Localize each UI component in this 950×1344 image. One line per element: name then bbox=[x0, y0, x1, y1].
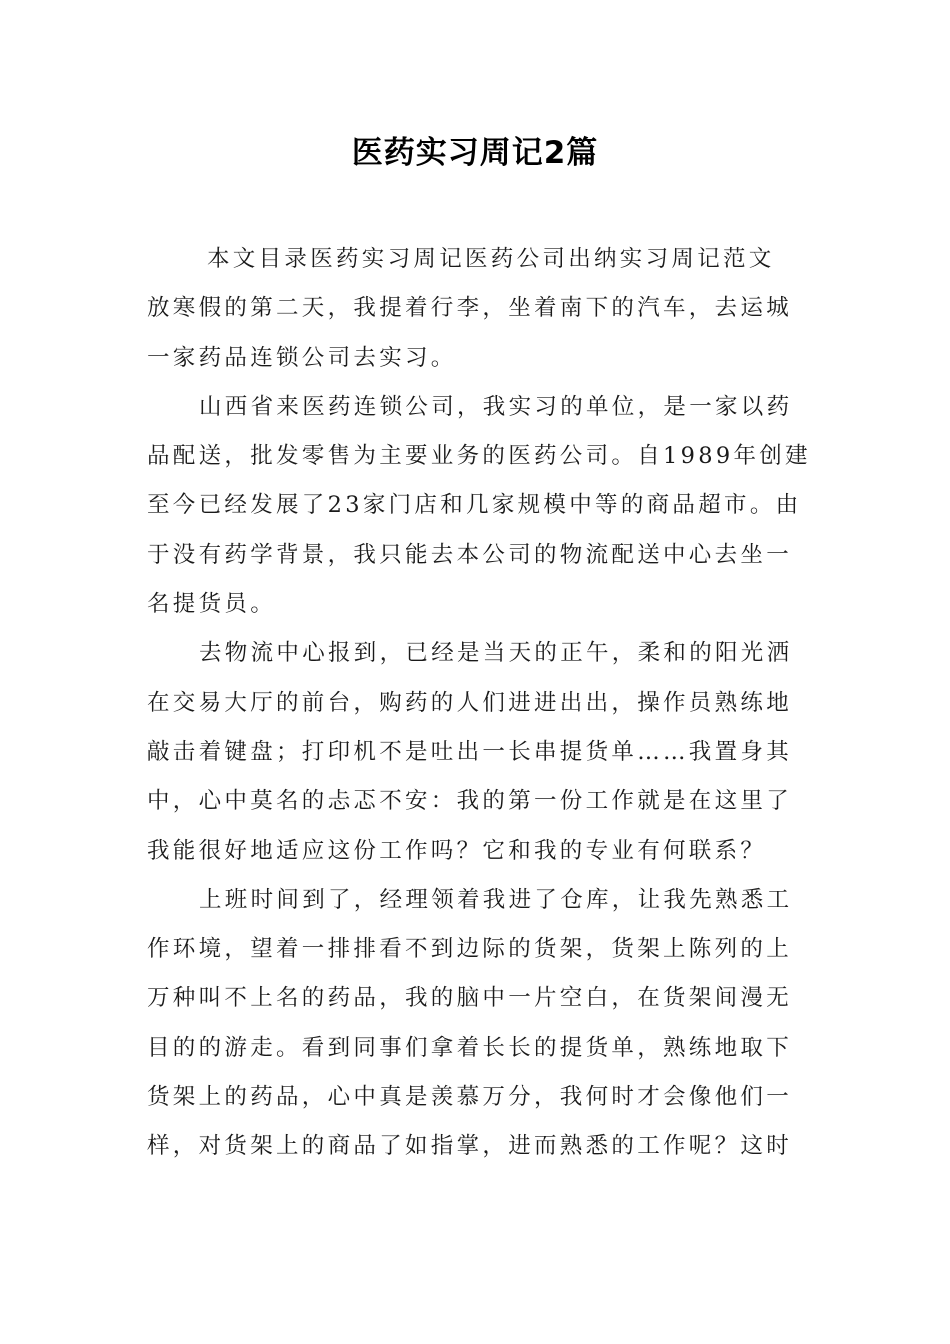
paragraph-line: 作环境，望着一排排看不到边际的货架，货架上陈列的上 bbox=[147, 936, 793, 963]
paragraph-line: 至今已经发展了23家门店和几家规模中等的商品超市。由 bbox=[147, 492, 802, 519]
paragraph-line: 敲击着键盘；打印机不是吐出一长串提货单……我置身其 bbox=[147, 738, 793, 765]
paragraph-line: 放寒假的第二天，我提着行李，坐着南下的汽车，去运城 bbox=[147, 295, 793, 322]
paragraph-line: 本文目录医药实习周记医药公司出纳实习周记范文 bbox=[207, 246, 775, 272]
paragraph-line: 于没有药学背景，我只能去本公司的物流配送中心去坐一 bbox=[147, 541, 793, 568]
paragraph-line: 样，对货架上的商品了如指掌，进而熟悉的工作呢？这时 bbox=[147, 1133, 793, 1160]
paragraph-line: 万种叫不上名的药品，我的脑中一片空白，在货架间漫无 bbox=[147, 985, 793, 1012]
paragraph-line: 在交易大厅的前台，购药的人们进进出出，操作员熟练地 bbox=[147, 689, 793, 716]
paragraph-line: 名提货员。 bbox=[147, 591, 277, 618]
paragraph-line: 品配送，批发零售为主要业务的医药公司。自1989年创建 bbox=[147, 443, 811, 470]
paragraph-line: 我能很好地适应这份工作吗？它和我的专业有何联系？ bbox=[147, 837, 767, 864]
paragraph-line: 上班时间到了，经理领着我进了仓库，让我先熟悉工 bbox=[199, 886, 793, 913]
paragraph-line: 中，心中莫名的忐忑不安：我的第一份工作就是在这里了 bbox=[147, 788, 793, 815]
paragraph-line: 去物流中心报到，已经是当天的正午，柔和的阳光洒 bbox=[199, 640, 793, 667]
paragraph-line: 目的的游走。看到同事们拿着长长的提货单，熟练地取下 bbox=[147, 1034, 793, 1061]
document-title: 医药实习周记2篇 bbox=[351, 135, 599, 171]
paragraph-line: 山西省来医药连锁公司，我实习的单位，是一家以药 bbox=[199, 393, 793, 420]
document-body bbox=[147, 235, 811, 1172]
paragraph-line: 一家药品连锁公司去实习。 bbox=[147, 344, 457, 371]
paragraph-line: 货架上的药品，心中真是羡慕万分，我何时才会像他们一 bbox=[147, 1084, 793, 1111]
